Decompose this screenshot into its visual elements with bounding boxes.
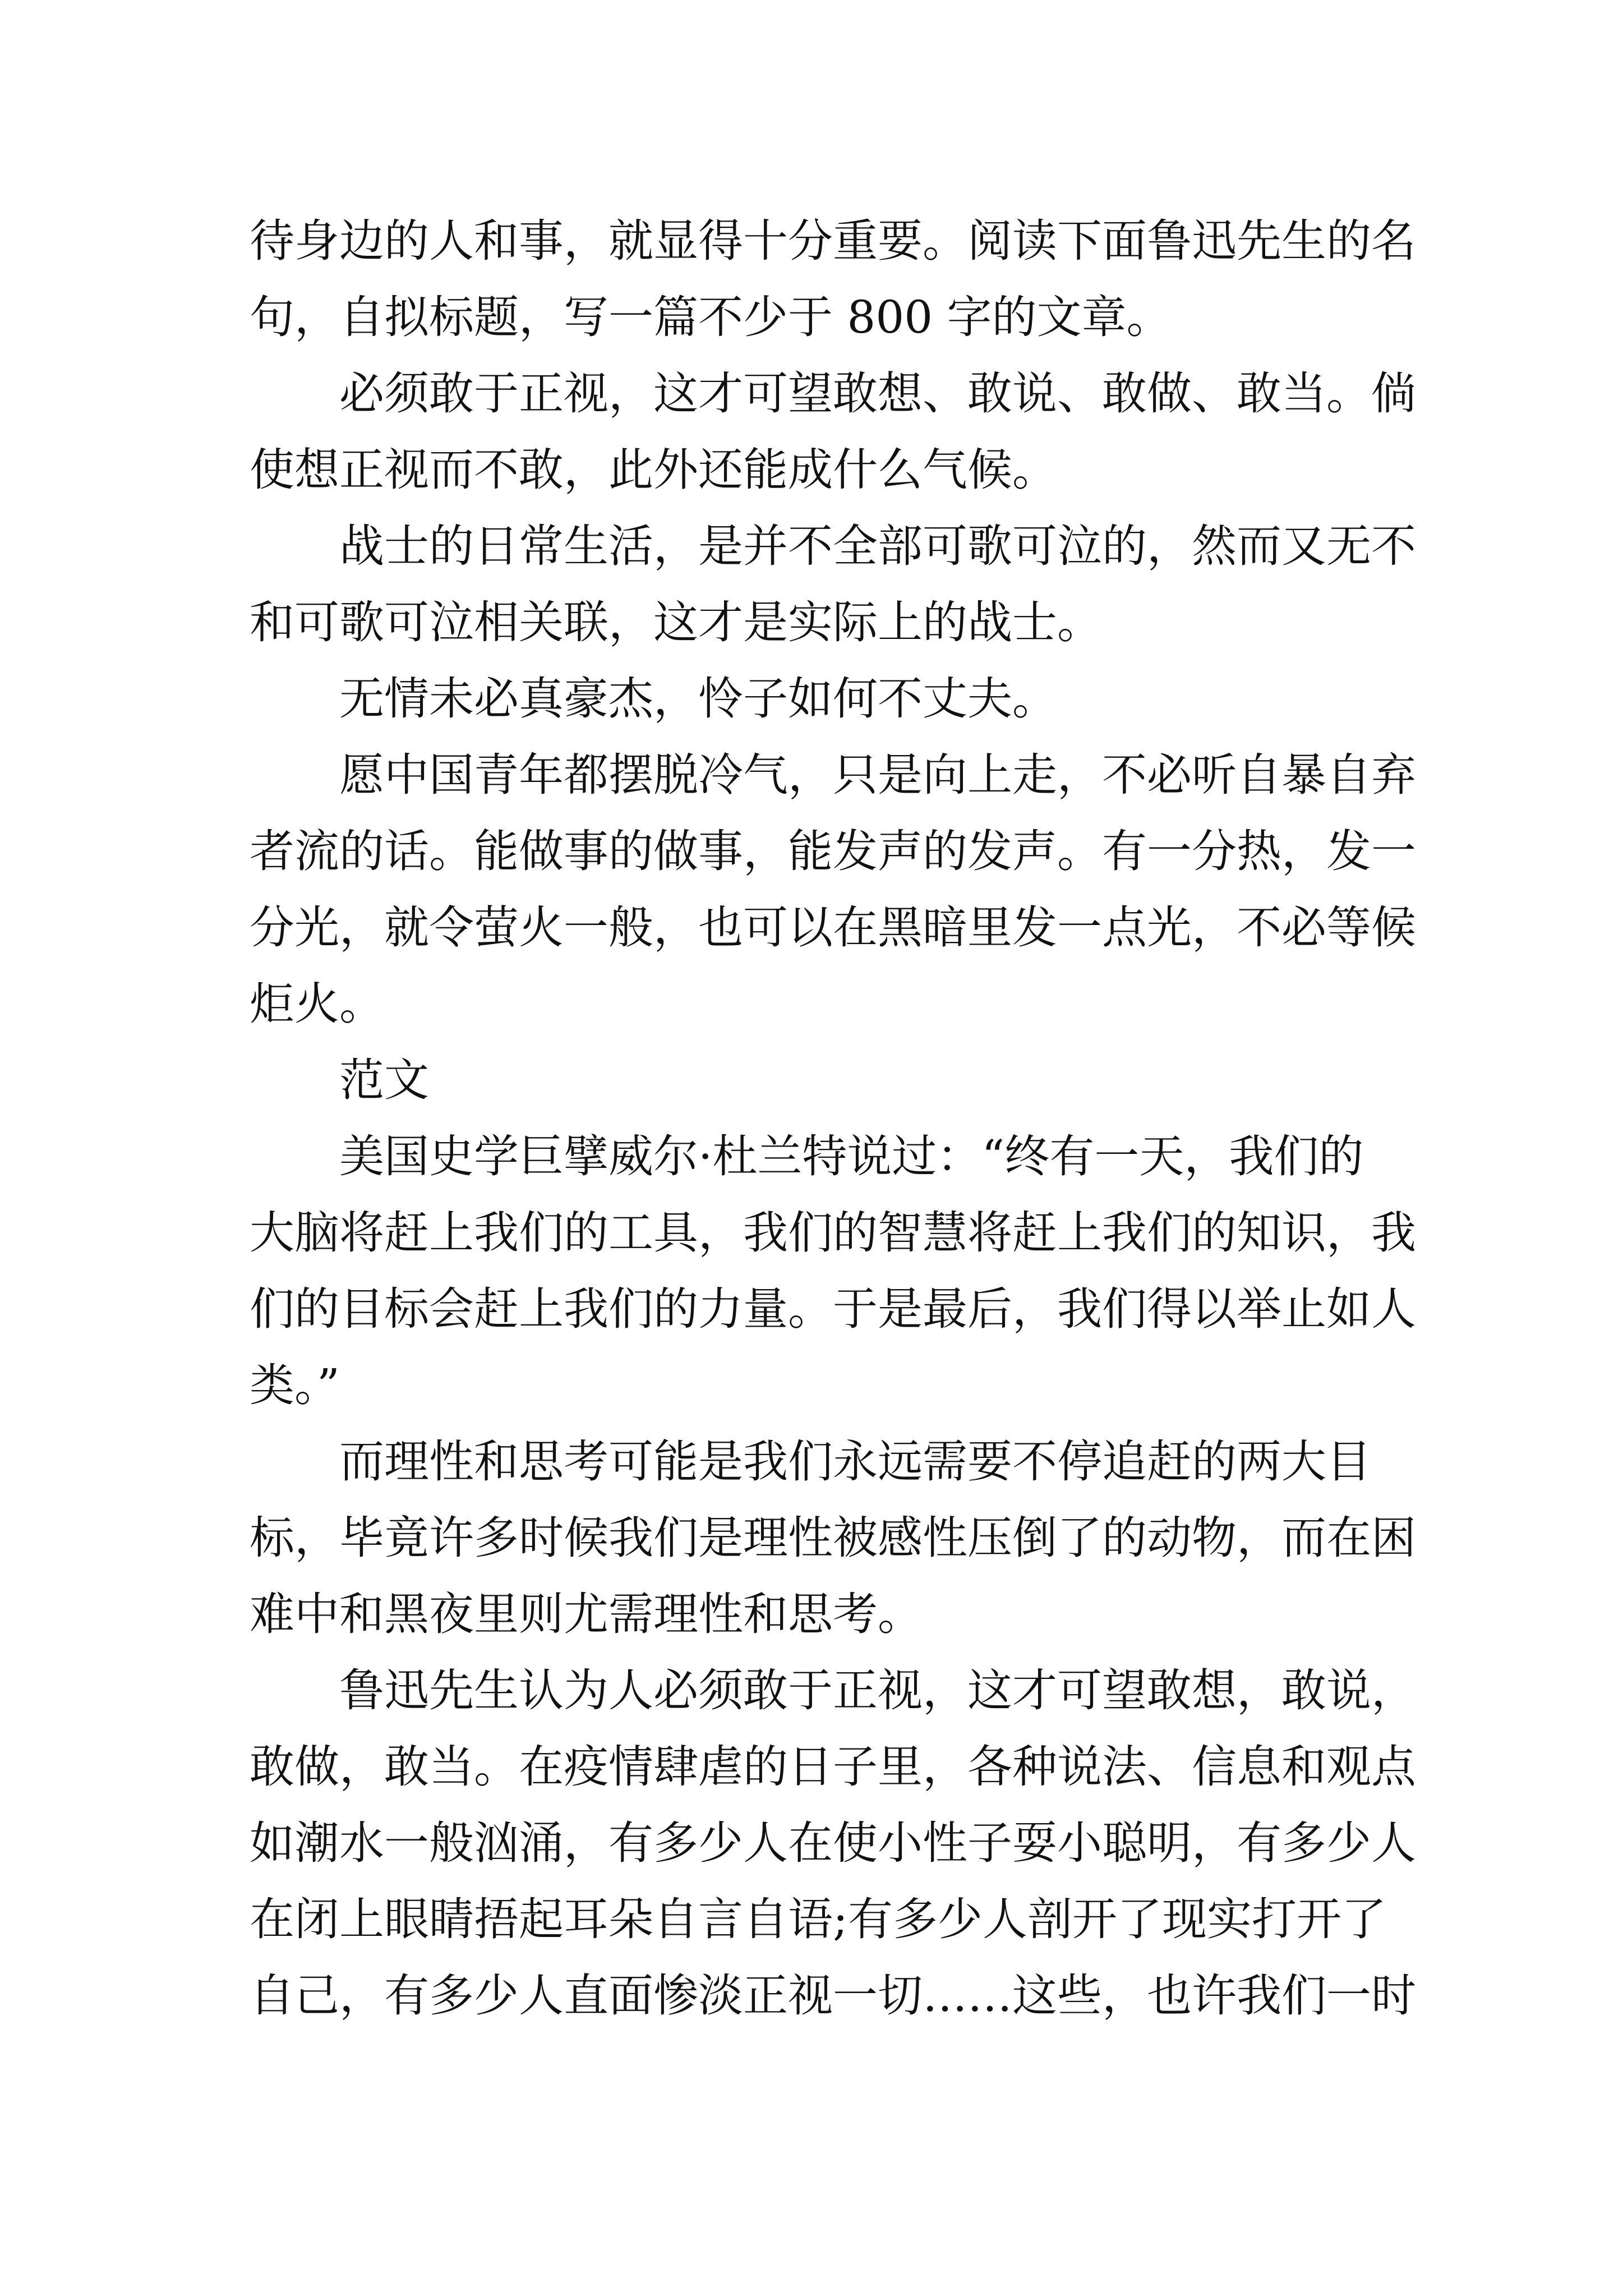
quote-line: 使想正视而不敢，此外还能成什么气候。	[250, 444, 1057, 496]
essay-line: 敢做，敢当。在疫情肆虐的日子里，各种说法、信息和观点	[250, 1741, 1416, 1793]
essay-line: 难中和黑夜里则尤需理性和思考。	[250, 1588, 923, 1640]
quote-line: 分光，就令萤火一般，也可以在黑暗里发一点光，不必等候	[250, 901, 1416, 954]
essay-line: 自己，有多少人直面惨淡正视一切……这些，也许我们一时	[250, 1970, 1416, 2022]
quote-line: 必须敢于正视，这才可望敢想、敢说、敢做、敢当。倘	[339, 367, 1416, 420]
essay-line: 在闭上眼睛捂起耳朵自言自语;有多少人剖开了现实打开了	[250, 1893, 1386, 1945]
quote-line: 者流的话。能做事的做事，能发声的发声。有一分热，发一	[250, 825, 1416, 877]
essay-line: 们的目标会赶上我们的力量。于是最后，我们得以举止如人	[250, 1283, 1416, 1335]
quote-line: 愿中国青年都摆脱冷气，只是向上走，不必听自暴自弃	[339, 749, 1416, 801]
text-line: 待身边的人和事，就显得十分重要。阅读下面鲁迅先生的名	[250, 215, 1416, 267]
essay-line: 标，毕竟许多时候我们是理性被感性压倒了的动物，而在困	[250, 1512, 1416, 1564]
section-heading: 范文	[339, 1054, 429, 1106]
quote-line: 无情未必真豪杰，怜子如何不丈夫。	[339, 673, 1057, 725]
essay-line: 美国史学巨擘威尔·杜兰特说过：“终有一天，我们的	[339, 1130, 1364, 1182]
text-line: 句，自拟标题，写一篇不少于 800 字的文章。	[250, 291, 1172, 343]
essay-line: 鲁迅先生认为人必须敢于正视，这才可望敢想，敢说，	[339, 1664, 1416, 1717]
essay-line: 而理性和思考可能是我们永远需要不停追赶的两大目	[339, 1435, 1371, 1488]
essay-line: 如潮水一般汹涌，有多少人在使小性子耍小聪明，有多少人	[250, 1817, 1416, 1869]
essay-line: 大脑将赶上我们的工具，我们的智慧将赶上我们的知识，我	[250, 1207, 1416, 1259]
essay-line: 类。”	[250, 1359, 340, 1411]
quote-line: 炬火。	[250, 978, 384, 1030]
quote-line: 战士的日常生活，是并不全部可歌可泣的，然而又无不	[339, 520, 1416, 572]
quote-line: 和可歌可泣相关联，这才是实际上的战士。	[250, 596, 1102, 648]
document-body	[250, 203, 1416, 2034]
